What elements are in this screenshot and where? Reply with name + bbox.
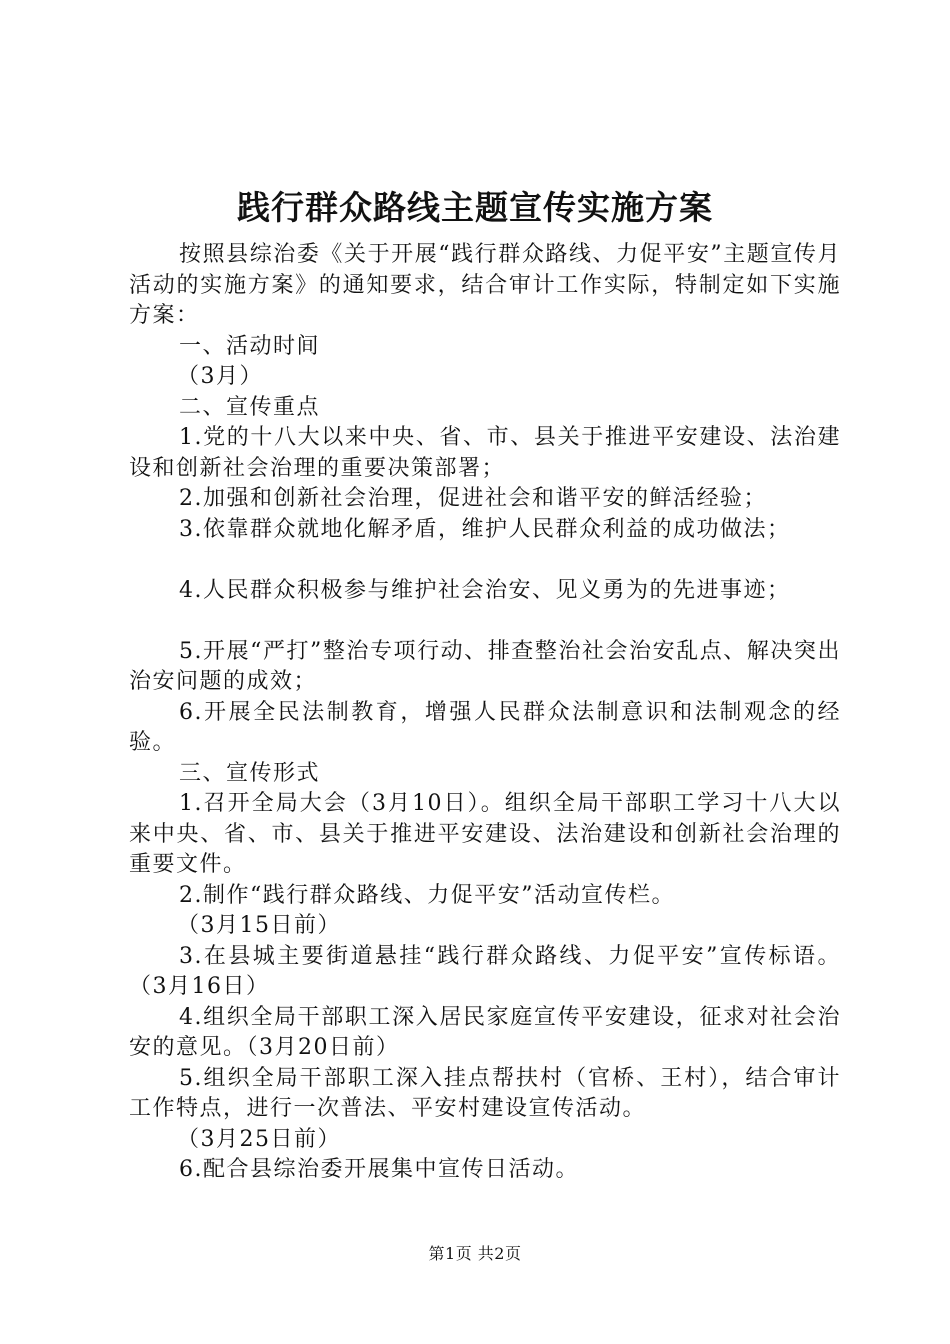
form-item-1: 1.召开全局大会（3月10日）。组织全局干部职工学习十八大以来中央、省、市、县关于推进平安建设、法治建设和创新社会治理的重要文件。 (129, 791, 841, 877)
focus-item-2: 2.加强和创新社会治理，促进社会和谐平安的鲜活经验； (179, 486, 767, 511)
form-item-2: 2.制作“践行群众路线、力促平安”活动宣传栏。 (179, 882, 675, 908)
focus-item-5: 5.开展“严打”整治专项行动、排查整治社会治安乱点、解决突出治安问题的成效； (129, 638, 841, 694)
focus-item-1: 1.党的十八大以来中央、省、市、县关于推进平安建设、法治建设和创新社会治理的重要决策部署； (129, 425, 841, 481)
focus-item-6: 6.开展全民法制教育，增强人民群众法制意识和法制观念的经验。 (129, 699, 841, 755)
section-heading-activity-time: 一、活动时间 (179, 333, 321, 359)
blank-line (129, 545, 841, 576)
section-heading-publicity-forms: 三、宣传形式 (179, 760, 321, 786)
intro-paragraph: 按照县综治委《关于开展“践行群众路线、力促平安”主题宣传月活动的实施方案》的通知要求，结合审计工作实际，特制定如下实施方案： (129, 242, 841, 328)
form-item-5: 5.组织全局干部职工深入挂点帮扶村（官桥、王村），结合审计工作特点，进行一次普法、平安村建设宣传活动。 (129, 1065, 841, 1121)
form-item-6: 6.配合县综治委开展集中宣传日活动。 (179, 1157, 579, 1182)
activity-time-value: （3月） (177, 364, 263, 389)
focus-item-4: 4.人民群众积极参与维护社会治安、见义勇为的先进事迹； (179, 577, 791, 603)
form-item-4: 4.组织全局干部职工深入居民家庭宣传平安建设，征求对社会治安的意见。（3月20日前） (129, 1004, 841, 1060)
page-title: 践行群众路线主题宣传实施方案 (237, 188, 713, 227)
form-item-2-date: （3月15日前） (177, 913, 341, 938)
section-heading-publicity-focus: 二、宣传重点 (179, 394, 321, 420)
document-body (129, 240, 841, 1186)
form-item-3: 3.在县城主要街道悬挂“践行群众路线、力促平安”宣传标语。（3月16日） (129, 943, 841, 999)
focus-item-3: 3.依靠群众就地化解矛盾，维护人民群众利益的成功做法； (179, 516, 791, 542)
form-item-5-date: （3月25日前） (177, 1126, 341, 1152)
blank-line (129, 606, 841, 637)
page-number-footer: 第1页 共2页 (428, 1244, 522, 1263)
